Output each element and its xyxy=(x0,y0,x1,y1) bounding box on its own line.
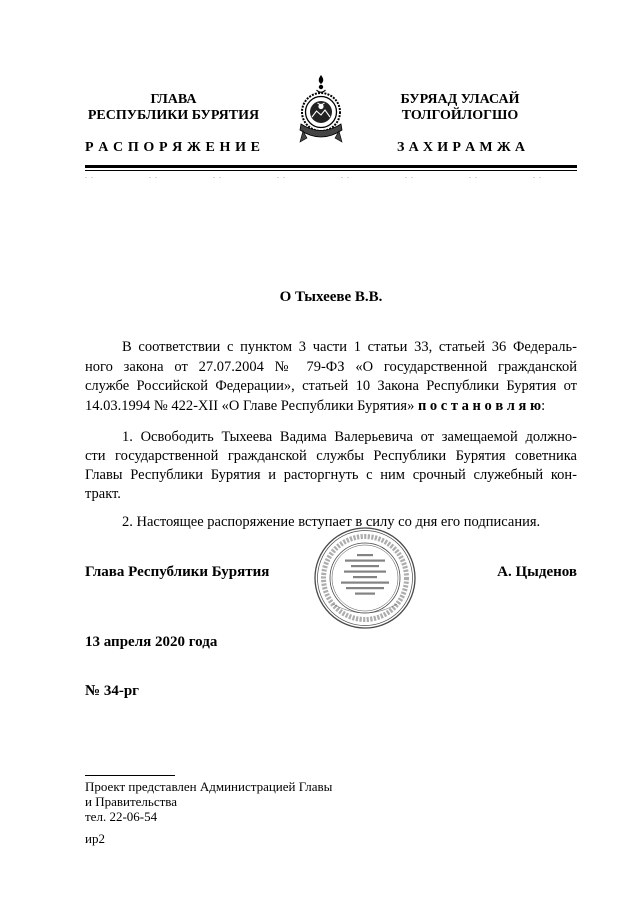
paragraph-line: Главы Республики Бурятия и расторгнуть с ним срочный служебный кон- xyxy=(85,467,577,483)
paragraph-line-end: : xyxy=(541,397,546,414)
document-date: 13 апреля 2020 года xyxy=(85,634,218,650)
header-right-subtitle: ТОЛГОЙЛОГШО xyxy=(401,108,519,123)
registration-marks xyxy=(85,177,577,178)
paragraph-line-text: 14.03.1994 № 422-XII «О Главе Республики Бурятия» xyxy=(85,397,418,414)
footer-rule xyxy=(85,775,175,776)
coat-of-arms-icon xyxy=(296,72,346,152)
paragraph-line: 2. Настоящее распоряжение вступает в силу со дня его подписания. xyxy=(122,514,541,530)
paragraph-line: ного закона от 27.07.2004 № 79-ФЗ «О государственной гражданской xyxy=(85,358,577,375)
footer-line: и Правительства xyxy=(85,794,178,809)
header-rule-thick xyxy=(85,165,577,168)
document-number: № 34-рг xyxy=(85,683,139,699)
header-left-title: ГЛАВА xyxy=(150,92,197,107)
paragraph-line: тракт. xyxy=(85,486,121,502)
doc-type-left: Р А С П О Р Я Ж Е Н И Е xyxy=(85,140,260,155)
footer-note xyxy=(85,779,385,824)
round-seal-icon xyxy=(313,526,417,630)
paragraph-item-1 xyxy=(85,428,577,504)
signature-name: А. Цыденов xyxy=(497,564,577,580)
header-right xyxy=(390,92,530,124)
signature-position: Глава Республики Бурятия xyxy=(85,564,270,580)
document-title: О Тыхееве В.В. xyxy=(279,289,383,305)
decree-keyword: п о с т а н о в л я ю xyxy=(417,397,542,414)
footer-line: Проект представлен Администрацией Главы xyxy=(85,779,333,794)
footer-code: ир2 xyxy=(85,831,105,846)
paragraph-line: 1. Освободить Тыхеева Вадима Валерьевича от замещаемой должно- xyxy=(122,429,577,445)
paragraph-preamble xyxy=(85,338,577,416)
paragraph-line: сти государственной гражданской службы Республики Бурятия советника xyxy=(85,448,577,464)
header-rule-thin xyxy=(85,170,577,171)
paragraph-line: В соответствии с пунктом 3 части 1 статьи 33, статьей 36 Федераль- xyxy=(122,339,577,355)
doc-type-right: З А Х И Р А М Ж А xyxy=(397,140,525,155)
header-left-subtitle: РЕСПУБЛИКИ БУРЯТИЯ xyxy=(87,108,260,123)
header-right-title: БУРЯАД УЛАСАЙ xyxy=(400,92,520,107)
footer-line: тел. 22-06-54 xyxy=(85,809,158,824)
paragraph-line: службе Российской Федерации», статьей 10 Закона Республики Бурятия от xyxy=(85,378,577,394)
header-left xyxy=(85,92,262,124)
paragraph-line-last xyxy=(85,397,577,417)
